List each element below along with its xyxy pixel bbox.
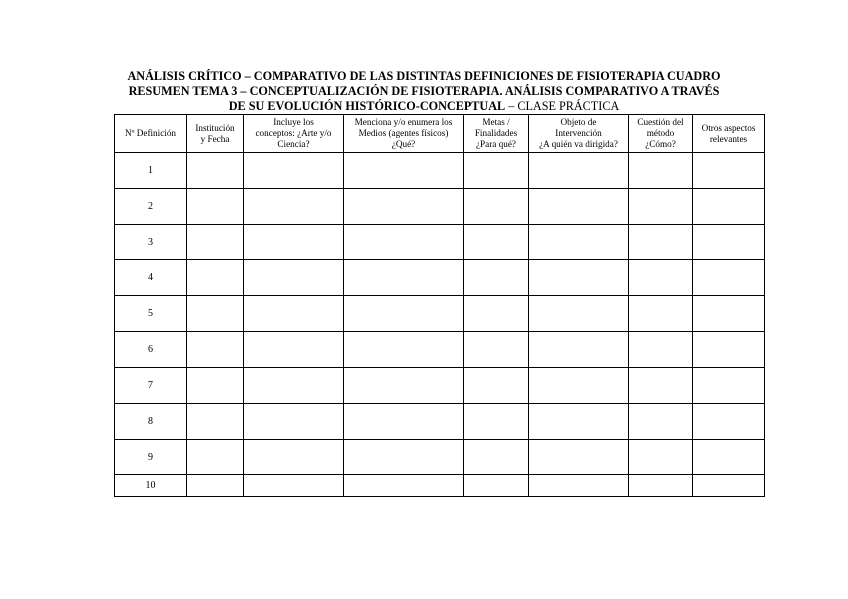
column-header-line: ¿Cómo? — [645, 139, 676, 149]
empty-answer-cell[interactable] — [693, 260, 765, 296]
column-header — [244, 115, 344, 153]
empty-answer-cell[interactable] — [187, 260, 244, 296]
empty-answer-cell[interactable] — [529, 296, 629, 332]
column-header-line: Cuestión del — [637, 117, 684, 127]
document-title — [100, 69, 748, 114]
empty-answer-cell[interactable] — [244, 189, 344, 225]
empty-answer-cell[interactable] — [344, 225, 464, 260]
empty-answer-cell[interactable] — [629, 225, 693, 260]
empty-answer-cell[interactable] — [344, 296, 464, 332]
table-row — [115, 368, 765, 404]
table-row — [115, 332, 765, 368]
column-header-line: Menciona y/o enumera los — [354, 117, 453, 127]
column-header-line: método — [646, 128, 675, 138]
column-header — [693, 115, 765, 153]
table-row — [115, 404, 765, 440]
empty-answer-cell[interactable] — [529, 153, 629, 189]
empty-answer-cell[interactable] — [529, 475, 629, 497]
definition-number-cell: 5 — [115, 296, 187, 332]
empty-answer-cell[interactable] — [464, 153, 529, 189]
column-header-line: Incluye los — [273, 117, 314, 127]
empty-answer-cell[interactable] — [187, 368, 244, 404]
column-header-line: Institución — [195, 122, 235, 133]
empty-answer-cell[interactable] — [244, 153, 344, 189]
empty-answer-cell[interactable] — [629, 440, 693, 475]
empty-answer-cell[interactable] — [344, 332, 464, 368]
empty-answer-cell[interactable] — [464, 225, 529, 260]
title-line-3 — [100, 99, 748, 114]
column-header-line: y Fecha — [200, 133, 230, 144]
empty-answer-cell[interactable] — [629, 404, 693, 440]
column-header — [629, 115, 693, 153]
empty-answer-cell[interactable] — [693, 225, 765, 260]
empty-answer-cell[interactable] — [244, 296, 344, 332]
column-header-line: conceptos: ¿Arte y/o — [255, 128, 332, 138]
empty-answer-cell[interactable] — [464, 296, 529, 332]
table-row — [115, 440, 765, 475]
definition-number-cell: 2 — [115, 189, 187, 225]
empty-answer-cell[interactable] — [344, 260, 464, 296]
empty-answer-cell[interactable] — [693, 475, 765, 497]
column-header-line: Objeto de — [560, 117, 597, 127]
empty-answer-cell[interactable] — [187, 404, 244, 440]
empty-answer-cell[interactable] — [244, 440, 344, 475]
column-header-line: relevantes — [709, 133, 748, 144]
empty-answer-cell[interactable] — [464, 404, 529, 440]
empty-answer-cell[interactable] — [693, 153, 765, 189]
column-header-line: Otros aspectos — [701, 122, 756, 133]
column-header — [464, 115, 529, 153]
title-line-1: ANÁLISIS CRÍTICO – COMPARATIVO DE LAS DISTINTAS DEFINICIONES DE FISIOTERAPIA CUADRO — [127, 69, 721, 83]
column-header-line: ¿Para qué? — [475, 139, 517, 149]
empty-answer-cell[interactable] — [629, 153, 693, 189]
table-row — [115, 475, 765, 497]
column-header-line: Nº Definición — [124, 128, 177, 138]
empty-answer-cell[interactable] — [187, 475, 244, 497]
table-header-row — [115, 115, 765, 153]
column-header-line: Finalidades — [474, 128, 518, 138]
empty-answer-cell[interactable] — [529, 332, 629, 368]
empty-answer-cell[interactable] — [464, 332, 529, 368]
empty-answer-cell[interactable] — [693, 368, 765, 404]
title-line-2: RESUMEN TEMA 3 – CONCEPTUALIZACIÓN DE FISIOTERAPIA. ANÁLISIS COMPARATIVO A TRAVÉS — [128, 84, 720, 98]
empty-answer-cell[interactable] — [187, 440, 244, 475]
table-row — [115, 225, 765, 260]
definition-number-cell: 7 — [115, 368, 187, 404]
empty-answer-cell[interactable] — [464, 475, 529, 497]
empty-answer-cell[interactable] — [244, 332, 344, 368]
empty-answer-cell[interactable] — [629, 368, 693, 404]
empty-answer-cell[interactable] — [464, 260, 529, 296]
empty-answer-cell[interactable] — [464, 440, 529, 475]
empty-answer-cell[interactable] — [629, 332, 693, 368]
empty-answer-cell[interactable] — [344, 153, 464, 189]
title-line-3-bold: DE SU EVOLUCIÓN HISTÓRICO-CONCEPTUAL — [228, 99, 506, 113]
definition-number-cell: 9 — [115, 440, 187, 475]
column-header-line: ¿Qué? — [391, 139, 416, 149]
empty-answer-cell[interactable] — [529, 260, 629, 296]
empty-answer-cell[interactable] — [629, 296, 693, 332]
empty-answer-cell[interactable] — [344, 189, 464, 225]
title-line-3-subtitle: – CLASE PRÁCTICA — [505, 99, 620, 113]
empty-answer-cell[interactable] — [187, 296, 244, 332]
column-header-line: ¿A quién va dirigida? — [539, 139, 618, 149]
empty-answer-cell[interactable] — [693, 296, 765, 332]
column-header-line: Intervención — [555, 128, 602, 138]
empty-answer-cell[interactable] — [344, 404, 464, 440]
empty-answer-cell[interactable] — [244, 475, 344, 497]
empty-answer-cell[interactable] — [464, 368, 529, 404]
empty-answer-cell[interactable] — [693, 332, 765, 368]
empty-answer-cell[interactable] — [187, 153, 244, 189]
table-row — [115, 153, 765, 189]
table-row — [115, 260, 765, 296]
empty-answer-cell[interactable] — [244, 368, 344, 404]
empty-answer-cell[interactable] — [529, 189, 629, 225]
empty-answer-cell[interactable] — [244, 225, 344, 260]
empty-answer-cell[interactable] — [529, 404, 629, 440]
definition-number-cell: 10 — [115, 475, 187, 497]
column-header-line: Medios (agentes físicos) — [358, 128, 449, 138]
empty-answer-cell[interactable] — [187, 332, 244, 368]
empty-answer-cell[interactable] — [187, 189, 244, 225]
empty-answer-cell[interactable] — [529, 368, 629, 404]
definition-number-cell: 1 — [115, 153, 187, 189]
empty-answer-cell[interactable] — [187, 225, 244, 260]
comparison-table — [114, 114, 765, 497]
empty-answer-cell[interactable] — [629, 260, 693, 296]
empty-answer-cell[interactable] — [529, 440, 629, 475]
definition-number-cell: 6 — [115, 332, 187, 368]
empty-answer-cell[interactable] — [344, 368, 464, 404]
empty-answer-cell[interactable] — [629, 475, 693, 497]
column-header — [187, 115, 244, 153]
table-row — [115, 296, 765, 332]
definition-number-cell: 4 — [115, 260, 187, 296]
definition-number-cell: 3 — [115, 225, 187, 260]
empty-answer-cell[interactable] — [629, 189, 693, 225]
column-header-line: Ciencia? — [277, 139, 310, 149]
empty-answer-cell[interactable] — [693, 404, 765, 440]
column-header — [529, 115, 629, 153]
empty-answer-cell[interactable] — [344, 475, 464, 497]
empty-answer-cell[interactable] — [244, 260, 344, 296]
empty-answer-cell[interactable] — [529, 225, 629, 260]
column-header — [115, 115, 187, 153]
empty-answer-cell[interactable] — [464, 189, 529, 225]
empty-answer-cell[interactable] — [693, 440, 765, 475]
table-body — [115, 153, 765, 497]
column-header-line: Metas / — [482, 117, 510, 127]
table-row — [115, 189, 765, 225]
definition-number-cell: 8 — [115, 404, 187, 440]
empty-answer-cell[interactable] — [693, 189, 765, 225]
empty-answer-cell[interactable] — [244, 404, 344, 440]
column-header — [344, 115, 464, 153]
empty-answer-cell[interactable] — [344, 440, 464, 475]
